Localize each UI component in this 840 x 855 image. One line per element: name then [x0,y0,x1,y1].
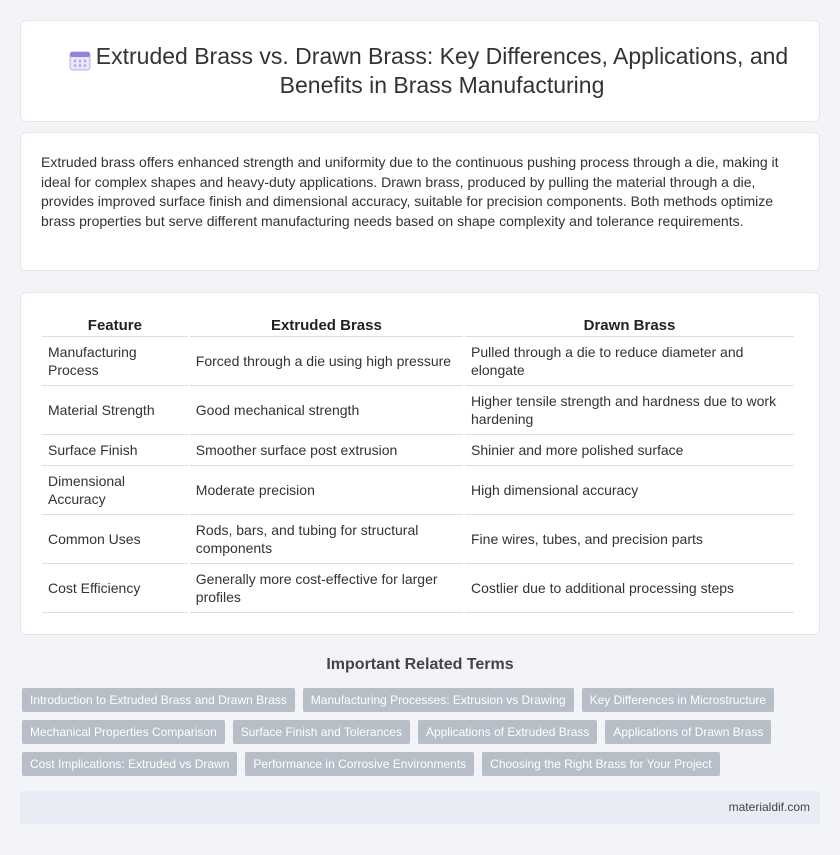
table-cell-feature: Common Uses [42,515,188,564]
intro-card [20,132,820,271]
table-cell-feature: Surface Finish [42,435,188,466]
table-row [42,337,794,386]
table-cell-drawn: High dimensional accuracy [465,466,794,515]
table-cell-drawn: Costlier due to additional processing steps [465,564,794,613]
related-term-tag[interactable]: Mechanical Properties Comparison [22,720,225,744]
related-term-tag[interactable]: Cost Implications: Extruded vs Drawn [22,752,237,776]
table-cell-extruded: Generally more cost-effective for larger profiles [190,564,463,613]
related-terms-tags [22,688,802,776]
related-term-tag[interactable]: Applications of Drawn Brass [605,720,771,744]
related-term-tag[interactable]: Manufacturing Processes: Extrusion vs Drawing [303,688,574,712]
table-cell-feature: Cost Efficiency [42,564,188,613]
table-row [42,435,794,466]
table-header-row [42,309,794,337]
related-term-tag[interactable]: Choosing the Right Brass for Your Project [482,752,719,776]
table-cell-drawn: Shinier and more polished surface [465,435,794,466]
table-row [42,515,794,564]
header-drawn-brass: Drawn Brass [465,309,794,337]
table-row [42,466,794,515]
header-card [20,20,820,122]
footer-site-name[interactable]: materialdif.com [728,800,810,814]
table-row [42,564,794,613]
comparison-table-card [20,292,820,635]
table-cell-extruded: Moderate precision [190,466,463,515]
intro-paragraph: Extruded brass offers enhanced strength and uniformity due to the continuous pushing process through a die, making it ideal for complex shapes and heavy-duty applications. Drawn brass, produced by pulling the material through a die, provides improved surface finish and dimensional accuracy, suitable for precision components. Both methods optimize brass properties but serve different manufacturing needs based on shape complexity and tolerance requirements. [41,154,779,229]
header-extruded-brass: Extruded Brass [190,309,463,337]
table-cell-drawn: Pulled through a die to reduce diameter and elongate [465,337,794,386]
related-term-tag[interactable]: Key Differences in Microstructure [582,688,775,712]
table-cell-feature: Material Strength [42,386,188,435]
table-cell-feature: Dimensional Accuracy [42,466,188,515]
calendar-icon [69,49,91,71]
table-cell-drawn: Higher tensile strength and hardness due to work hardening [465,386,794,435]
page-title: Extruded Brass vs. Drawn Brass: Key Differences, Applications, and Benefits in Brass Manufacturing [95,43,789,98]
related-term-tag[interactable]: Surface Finish and Tolerances [233,720,410,744]
comparison-table [40,309,796,613]
table-cell-extruded: Smoother surface post extrusion [190,435,463,466]
header-feature: Feature [42,309,188,337]
related-term-tag[interactable]: Applications of Extruded Brass [418,720,597,744]
table-cell-extruded: Forced through a die using high pressure [190,337,463,386]
related-term-tag[interactable]: Introduction to Extruded Brass and Drawn Brass [22,688,295,712]
table-cell-drawn: Fine wires, tubes, and precision parts [465,515,794,564]
table-cell-feature: Manufacturing Process [42,337,188,386]
table-cell-extruded: Good mechanical strength [190,386,463,435]
table-row [42,386,794,435]
table-cell-extruded: Rods, bars, and tubing for structural components [190,515,463,564]
related-terms-title: Important Related Terms [326,656,514,673]
related-term-tag[interactable]: Performance in Corrosive Environments [245,752,474,776]
footer-bar [20,791,820,824]
